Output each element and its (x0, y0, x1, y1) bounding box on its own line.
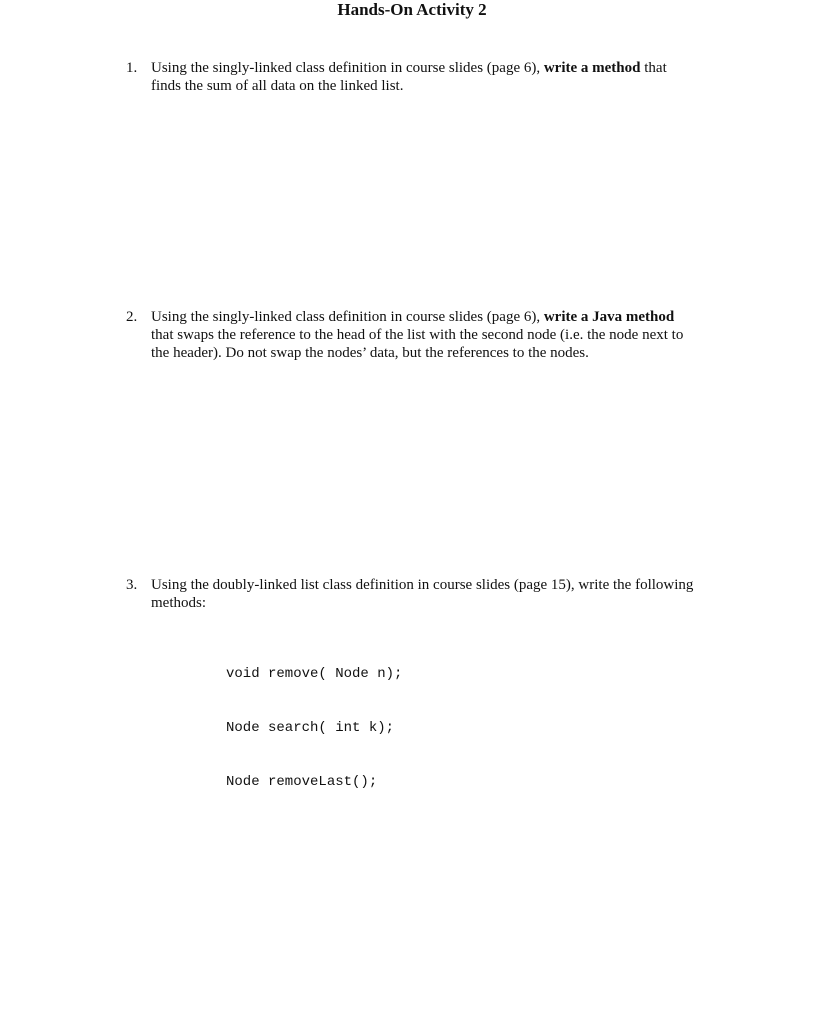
page-title: Hands-On Activity 2 (337, 0, 487, 19)
question-emphasis: write a method (543, 60, 641, 76)
code-line: Node search( int k); (226, 720, 395, 736)
question-text-part: that swaps the reference to the head of the list with the second node (i.e. the node next to the header). Do not swap the nodes’ data, but the references to the nodes. (151, 327, 684, 361)
question-text-part: that finds the sum of all data on the linked list. (151, 60, 667, 94)
question-text (151, 576, 696, 612)
question-number: 2. (126, 309, 138, 325)
question-3 (126, 576, 696, 612)
code-block (226, 629, 402, 827)
question-2 (126, 308, 696, 362)
code-line: void remove( Node n); (226, 666, 403, 682)
code-line: Node removeLast(); (226, 774, 378, 790)
question-emphasis: write a Java method (543, 309, 675, 325)
question-text (151, 59, 696, 95)
question-1 (126, 59, 696, 95)
question-number: 3. (126, 577, 138, 593)
question-text-part: Using the singly-linked class definition in course slides (page 6), (151, 309, 544, 325)
question-text (151, 308, 696, 362)
question-text-part: Using the doubly-linked list class definition in course slides (page 15), write the following methods: (151, 577, 694, 611)
question-number: 1. (126, 60, 138, 76)
question-text-part: Using the singly-linked class definition in course slides (page 6), (151, 60, 544, 76)
